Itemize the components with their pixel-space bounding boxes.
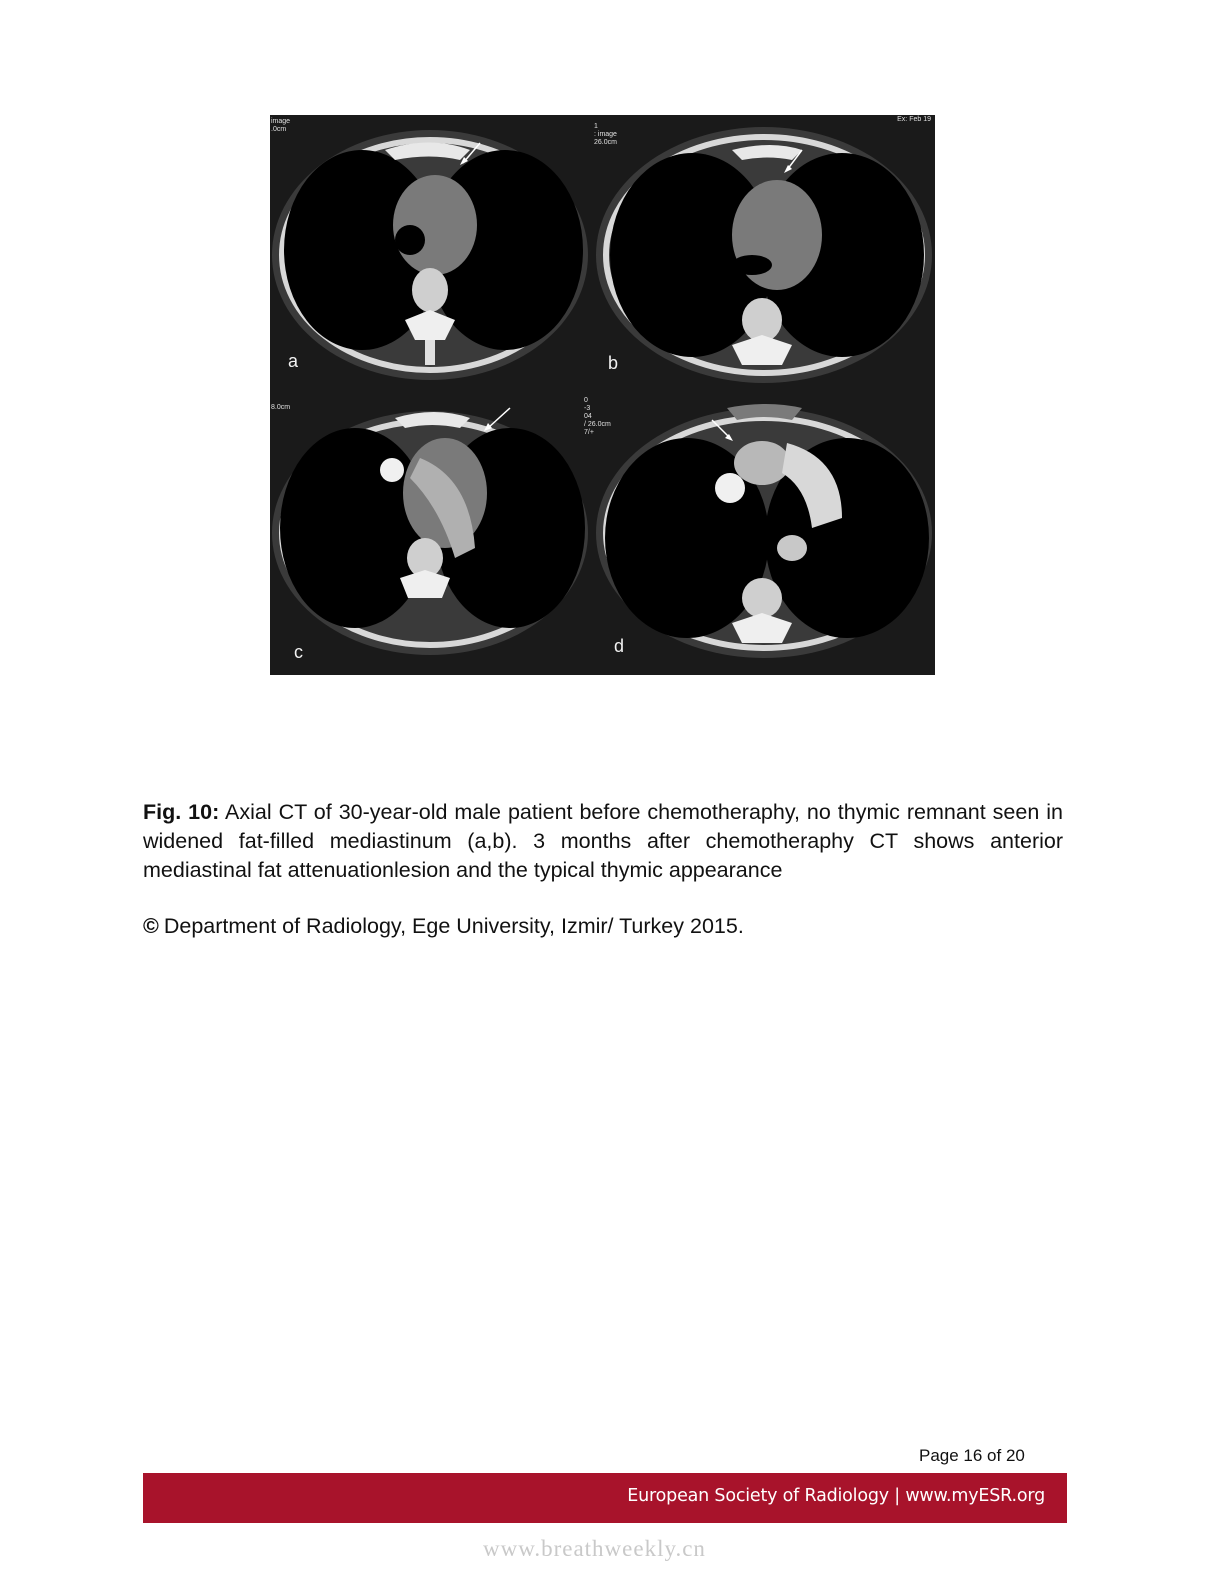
copyright-symbol: © bbox=[143, 914, 159, 938]
caption-label: Fig. 10: bbox=[143, 800, 220, 824]
panel-letter-c: c bbox=[294, 642, 303, 662]
panel-letter-d: d bbox=[614, 636, 625, 656]
ct-scan-image-d bbox=[592, 398, 935, 675]
ct-panel-b bbox=[592, 115, 935, 398]
caption-text: Axial CT of 30-year-old male patient before chemotheraphy, no thymic remnant seen in widened fat-filled mediastinum (a,b). 3 months after chemotheraphy CT shows anterior mediastinal fat attenuationlesion and the typical thymic appearance bbox=[143, 800, 1063, 882]
ct-overlay-text-b: 1 : image 26.0cm bbox=[594, 123, 617, 146]
ct-figure bbox=[270, 115, 935, 675]
ct-overlay-text-c: 8.0cm bbox=[271, 404, 291, 411]
page-number: Page 16 of 20 bbox=[919, 1446, 1025, 1465]
footer-text: European Society of Radiology | www.myESR.org bbox=[627, 1486, 1045, 1506]
copyright-text: Department of Radiology, Ege University, Izmir/ Turkey 2015. bbox=[163, 914, 744, 938]
ct-scan-image-a bbox=[270, 115, 592, 398]
ct-panel-d bbox=[584, 397, 935, 675]
panel-letter-b: b bbox=[608, 353, 619, 373]
ct-overlay-text-a: image .0cm bbox=[271, 118, 291, 133]
footer-bar bbox=[143, 1473, 1067, 1523]
ct-panel-a bbox=[270, 115, 592, 398]
watermark: www.breathweekly.cn bbox=[483, 1536, 706, 1561]
ct-overlay-text-d: 0 -3 04 / 26.0cm 7/+ bbox=[584, 397, 611, 436]
ct-corner-text-b: Ex: Feb 19 bbox=[897, 116, 931, 123]
panel-letter-a: a bbox=[288, 351, 299, 371]
ct-scan-image-b bbox=[592, 115, 935, 398]
ct-scan-image-c bbox=[270, 398, 592, 675]
figure-caption bbox=[143, 798, 1063, 885]
copyright-line bbox=[143, 912, 744, 941]
ct-panel-c bbox=[270, 398, 592, 675]
